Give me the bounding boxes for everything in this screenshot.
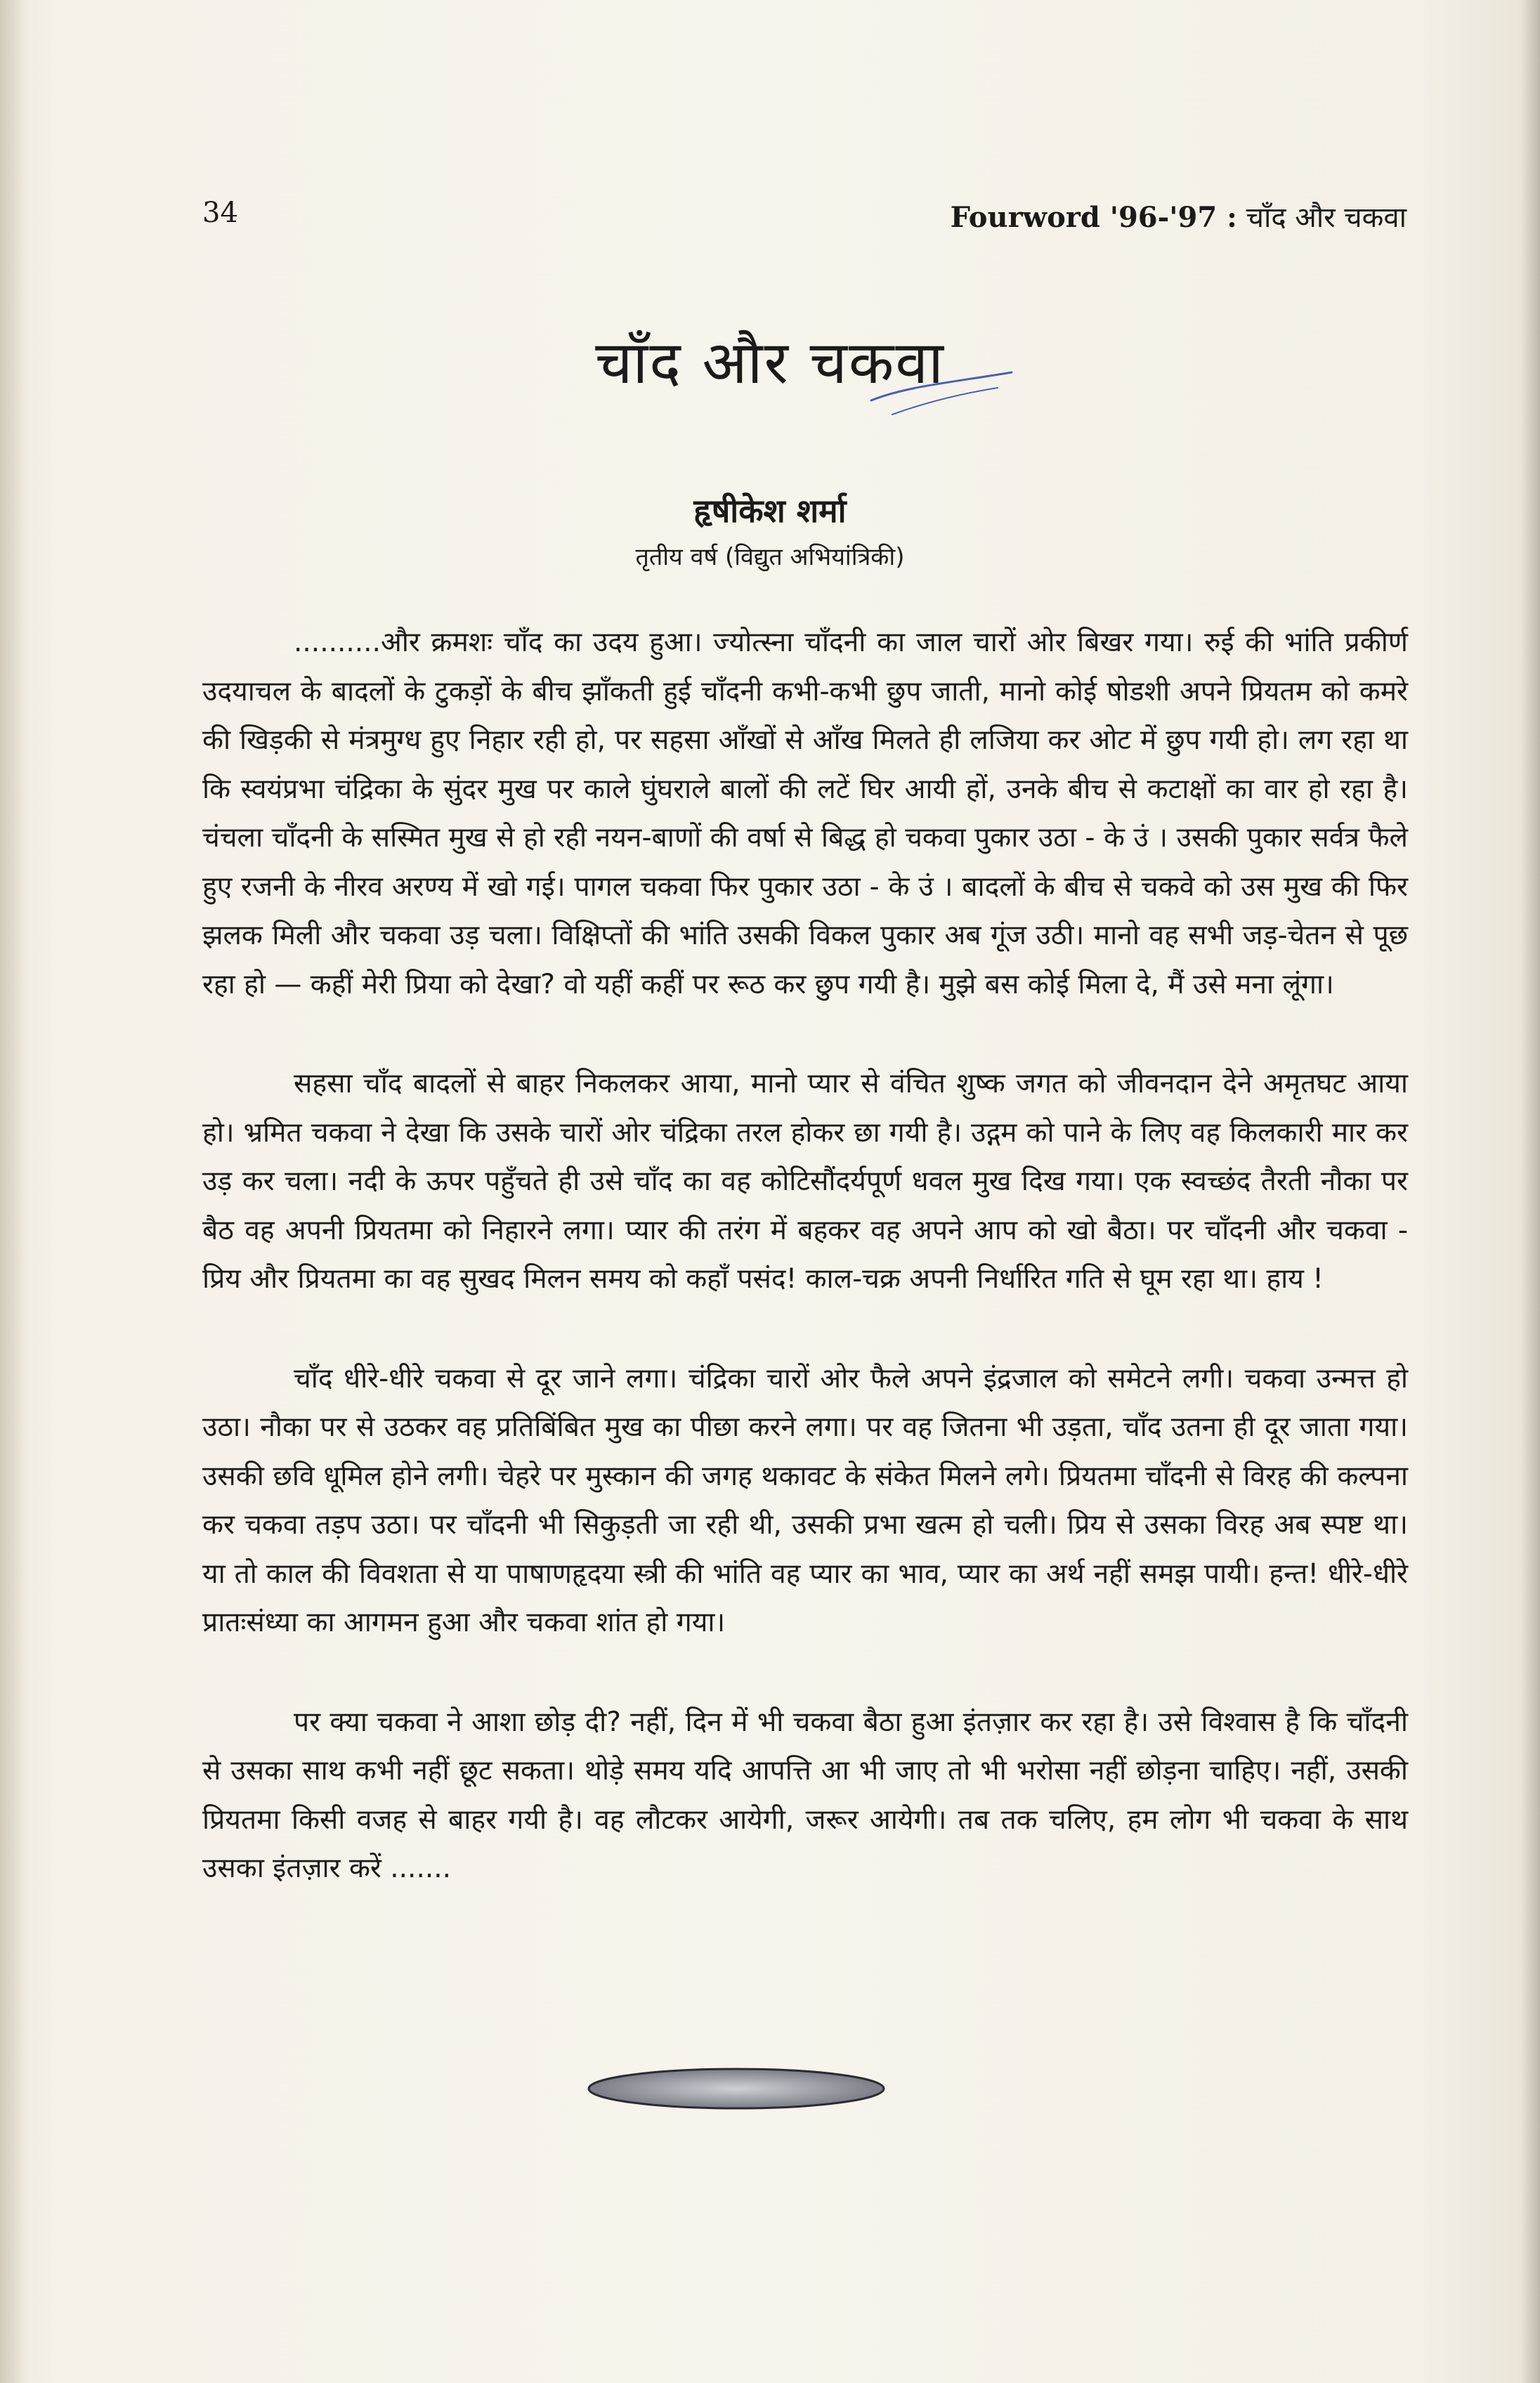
running-head-title: चाँद और चकवा: [1246, 202, 1407, 234]
running-head: [951, 197, 1407, 235]
paragraph-4: पर क्या चकवा ने आशा छोड़ दी? नहीं, दिन में भी चकवा बैठा हुआ इंतज़ार कर रहा है। उसे विश्वास है कि चाँदनी से उसका साथ कभी नहीं छूट सकता। थोड़े समय यदि आपत्ति आ भी जाए तो भी भरोसा नहीं छोड़ना चाहिए। नहीं, उसकी प्रियतमा किसी वजह से बाहर गयी है। वह लौटकर आयेगी, जरूर आयेगी। तब तक चलिए, हम लोग भी चकवा के साथ उसका इंतज़ार करें .......: [202, 1706, 1408, 1884]
page-header: [202, 197, 1407, 239]
author-affiliation: तृतीय वर्ष (विद्युत अभियांत्रिकी): [635, 543, 905, 571]
end-ornament: [582, 2064, 891, 2113]
article-title: चाँद और चकवा: [595, 328, 945, 397]
author-name: हृषीकेश शर्मा: [693, 492, 847, 530]
running-head-publication: Fourword '96-'97 :: [950, 201, 1237, 234]
paragraph-1: ..........और क्रमशः चाँद का उदय हुआ। ज्योत्स्ना चाँदनी का जाल चारों ओर बिखर गया। रुई की भांति प्रकीर्ण उदयाचल के बादलों के टुकड़ों के बीच झाँकती हुई चाँदनी कभी-कभी छुप जाती, मानो कोई षोडशी अपने प्रियतम को कमरे की खिड़की से मंत्रमुग्ध हुए निहार रही हो, पर सहसा आँखों से आँख मिलते ही लजिया कर ओट में छुप गयी हो। लग रहा था कि स्वयंप्रभा चंद्रिका के सुंदर मुख पर काले घुंघराले बालों की लटें घिर आयी हों, उनके बीच से कटाक्षों का वार हो रहा है। चंचला चाँदनी के सस्मित मुख से हो रही नयन-बाणों की वर्षा से बिद्ध हो चकवा पुकार उठा - के उं । उसकी पुकार सर्वत्र फैले हुए रजनी के नीरव अरण्य में खो गई। पागल चकवा फिर पुकार उठा - के उं । बादलों के बीच से चकवे को उस मुख की फिर झलक मिली और चकवा उड़ चला। विक्षिप्तों की भांति उसकी विकल पुकार अब गूंज उठी। मानो वह सभी जड़-चेतन से पूछ रहा हो — कहीं मेरी प्रिया को देखा? वो यहीं कहीं पर रूठ कर छुप गयी है। मुझे बस कोई मिला दे, मैं उसे मना लूंगा।: [202, 627, 1408, 1000]
paragraph-2: सहसा चाँद बादलों से बाहर निकलकर आया, मानो प्यार से वंचित शुष्क जगत को जीवनदान देने अमृतघट आया हो। भ्रमित चकवा ने देखा कि उसके चारों ओर चंद्रिका तरल होकर छा गयी है। उद्गम को पाने के लिए वह किलकारी मार कर उड़ कर चला। नदी के ऊपर पहुँचते ही उसे चाँद का वह कोटिसौंदर्यपूर्ण धवल मुख दिख गया। एक स्वच्छंद तैरती नौका पर बैठ वह अपनी प्रियतमा को निहारने लगा। प्यार की तरंग में बहकर वह अपने आप को खो बैठा। पर चाँदनी और चकवा - प्रिय और प्रियतमा का वह सुखद मिलन समय को कहाँ पसंद! काल-चक्र अपनी निर्धारित गति से घूम रहा था। हाय !: [202, 1068, 1408, 1295]
page-number: 34: [202, 197, 238, 229]
article-body: [202, 618, 1408, 1944]
paragraph-3: चाँद धीरे-धीरे चकवा से दूर जाने लगा। चंद्रिका चारों ओर फैले अपने इंद्रजाल को समेटने लगी। चकवा उन्मत्त हो उठा। नौका पर से उठकर वह प्रतिबिंबित मुख का पीछा करने लगा। पर वह जितना भी उड़ता, चाँद उतना ही दूर जाता गया। उसकी छवि धूमिल होने लगी। चेहरे पर मुस्कान की जगह थकावट के संकेत मिलने लगे। प्रियतमा चाँदनी से विरह की कल्पना कर चकवा तड़प उठा। पर चाँदनी भी सिकुड़ती जा रही थी, उसकी प्रभा खत्म हो चली। प्रिय से उसका विरह अब स्पष्ट था। या तो काल की विवशता से या पाषाणहृदया स्त्री की भांति वह प्यार का भाव, प्यार का अर्थ नहीं समझ पायी। हन्त! धीरे-धीरे प्रातःसंध्या का आगमन हुआ और चकवा शांत हो गया।: [202, 1362, 1408, 1638]
pen-underline-mark: [864, 358, 1019, 422]
